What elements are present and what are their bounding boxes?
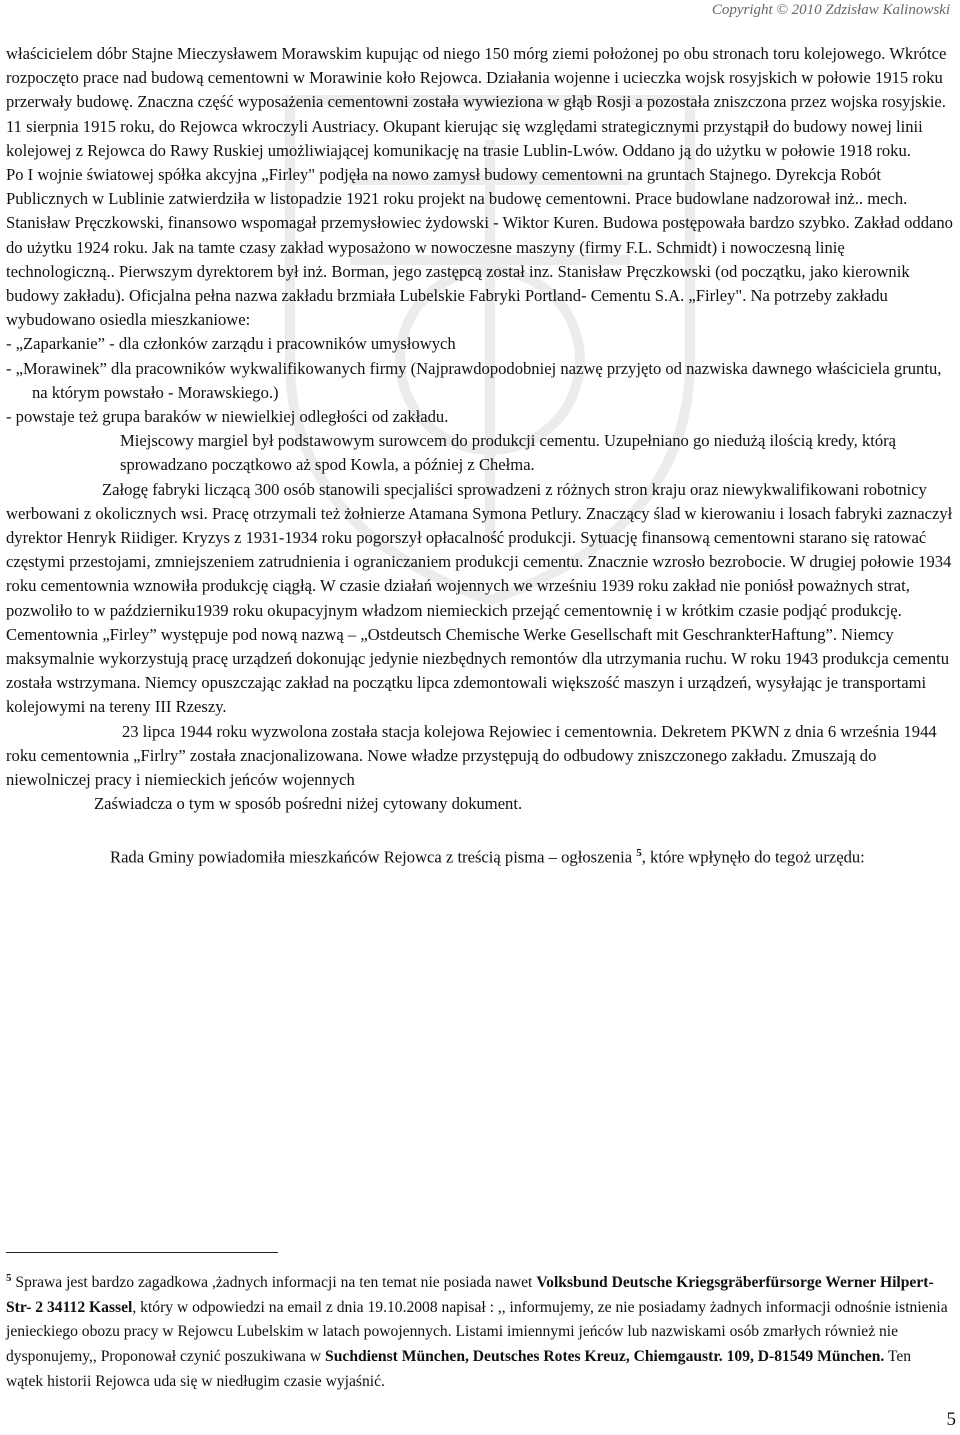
paragraph: Zaświadcza o tym w sposób pośredni niżej cytowany dokument. [94,794,523,814]
copyright-header: Copyright © 2010 Zdzisław Kalinowski [711,2,950,18]
paragraph-text: , które wpłynęło do tegoż urzędu: [641,847,865,867]
footnote [6,1266,952,1394]
footnote-bold: Suchdienst München, Deutsches Rotes Kreuz, Chiemgaustr. 109, D-81549 München. [325,1347,885,1365]
footnote-separator [6,1252,278,1253]
paragraph: Miejscowy margiel był podstawowym surowcem do produkcji cementu. Uzupełniano go niedużą ilością kredy, którą sprowadzano początkowo aż spod Kowla, a później z Chełma. [120,431,897,475]
footnote-text: Ten wątek historii Rejowca uda się w niedługim czasie wyjaśnić. [6,1347,912,1390]
paragraph: właścicielem dóbr Stajne Mieczysławem Morawskim kupując od niego 150 mórg ziemi położonej po obu stronach toru kolejowego. Wkrótce rozpoczęto prace nad budową cementowni w Morawinie koło Rejowca. Działania wojenne i ucieczka wojsk rosyjskich w połowie 1915 roku przerwały budowę. Znaczna część wyposażenia cementowni została wywieziona w głąb Rosji a pozostała zniszczona przez wojska rosyjskie. [6,44,947,112]
list-item: - „Morawinek” dla pracowników wykwalifikowanych firmy (Najprawdopodobniej nazwę przyjęto od nazwiska dawnego właściciela gruntu, na którym powstało - Morawskiego.) [6,358,942,402]
footnote-bold: Volksbund Deutsche Kriegsgräberfürsorge Werner Hilpert-Str- 2 34112 Kassel [6,1274,934,1316]
page-number: 5 [946,1409,956,1430]
main-text [6,42,956,869]
footnote-ref[interactable]: 5 [636,846,642,859]
paragraph: 11 sierpnia 1915 roku, do Rejowca wkroczyli Austriacy. Okupant kierując się względami strategicznymi przystąpił do budowy nowej linii kolejowej z Rejowca do Rawy Ruskiej umożliwiającej komunikację na trasie Lublin-Lwów. Oddano ją do użytku w połowie 1918 roku. [6,116,923,160]
paragraph: Załogę fabryki liczącą 300 osób stanowili specjaliści sprowadzeni z różnych stron kraju oraz niewykwalifikowani robotnicy werbowani z okolicznych wsi. Pracę otrzymali też żołnierze Atamana Symona Petlury. Znaczący ślad w kierowaniu i losach fabryki zaznaczył dyrektor Henryk Riidiger. Kryzys z 1931-1934 roku pogorszył opłacalność produkcji. Sytuację finansową cementowni starano się ratować częstymi przestojami, zmniejszeniem zatrudnienia i ograniczaniem produkcji cementu. Znacznie wzrosło bezrobocie. W drugiej połowie 1934 roku cementownia wznowiła produkcję ciągłą. W czasie działań wojennych we wrześniu 1939 roku zakład nie poniósł poważnych strat, pozwoliło to w październiku1939 roku okupacyjnym władzom niemieckich przejąć cementownię i w krótkim czasie podjąć produkcję. Cementownia „Firley” występuje pod nową nazwą – „Ostdeutsch Chemische Werke Gesellschaft mit GeschrankterHaftung”. Niemcy maksymalnie wykorzystują pracę urządzeń dokonując jedynie niezbędnych remontów dla utrzymania ruchu. W roku 1943 produkcja cementu została wstrzymana. Niemcy opuszczając zakład na początku lipca zdemontowali większość maszyn i urządzeń, wysyłając je transportami kolejowymi na tereny III Rzeszy. [6,479,953,717]
footnote-number: 5 [6,1272,12,1284]
paragraph-text: Rada Gminy powiadomiła mieszkańców Rejowca z treścią pisma – ogłoszenia [110,847,633,867]
list-item: - powstaje też grupa baraków w niewielkiej odległości od zakładu. [6,407,449,427]
paragraph [6,841,956,870]
footnote-text: Sprawa jest bardzo zagadkowa ,żadnych informacji na ten temat nie posiada nawet [15,1274,533,1292]
paragraph: Po I wojnie światowej spółka akcyjna „Firley" podjęła na nowo zamysł budowy cementowni na gruntach Stajnego. Dyrekcja Robót Publicznych w Lublinie zatwierdziła w listopadzie 1921 roku projekt na budowę cementowni. Prace budowlane nadzorował inż.. mech. Stanisław Pręczkowski, finansowo wspomagał przemysłowiec żydowski - Wiktor Kuren. Budowa postępowała bardzo szybko. Zakład oddano do użytku 1924 roku. Jak na tamte czasy zakład wyposażono w nowoczesne maszyny (firmy F.L. Schmidt) i nowoczesną linię technologiczną.. Pierwszym dyrektorem był inż. Borman, jego zastępcą został inz. Stanisław Pręczkowski (od początku, jako kierownik budowy zakładu). Oficjalna pełna nazwa zakładu brzmiała Lubelskie Fabryki Portland- Cementu S.A. „Firley". Na potrzeby zakładu wybudowano osiedla mieszkaniowe: [6,165,953,330]
list-item: - „Zaparkanie” - dla członków zarządu i pracowników umysłowych [6,334,456,354]
paragraph: 23 lipca 1944 roku wyzwolona została stacja kolejowa Rejowiec i cementownia. Dekretem PKWN z dnia 6 września 1944 roku cementownia „Firlry” została znacjonalizowana. Nowe władze przystępują do odbudowy zniszczonego zakładu. Zmuszają do niewolniczej pracy i niemieckich jeńców wojennych [6,721,937,790]
footnote-text: , który w odpowiedzi na email z dnia 19.10.2008 napisał : ,, informujemy, ze nie posiadamy żadnych informacji odnośnie istnienia jenieckiego obozu pracy w Rejowcu Lubelskim w latach powojennych. Listami imiennymi jeńców lub nazwiskami osób zmarłych również nie dysponujemy,, Proponował czynić poszukiwana w [6,1298,948,1365]
